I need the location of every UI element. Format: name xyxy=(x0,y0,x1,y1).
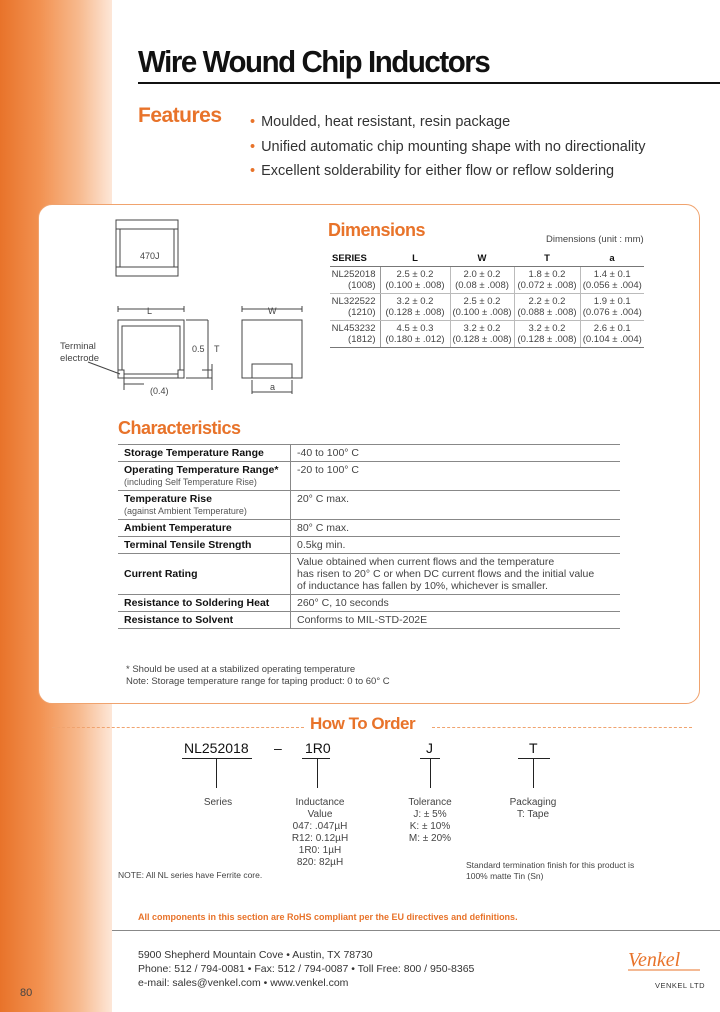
char-value: 260° C, 10 seconds xyxy=(291,595,621,612)
char-key: Terminal Tensile Strength xyxy=(118,537,291,554)
char-value: 80° C max. xyxy=(291,520,621,537)
dashed-rule-right xyxy=(432,727,692,728)
dashed-rule-left xyxy=(52,727,304,728)
packaging-underline xyxy=(518,758,550,759)
ferrite-note: NOTE: All NL series have Ferrite core. xyxy=(118,870,263,880)
dimensions-heading: Dimensions xyxy=(328,220,426,240)
T-cell: 3.2 ± 0.2 (0.128 ± .008) xyxy=(514,321,580,348)
characteristics-heading: Characteristics xyxy=(118,418,241,438)
W-cell: 3.2 ± 0.2 (0.128 ± .008) xyxy=(450,321,514,348)
table-row xyxy=(118,520,620,537)
top-view-chip xyxy=(116,220,178,276)
char-value: -40 to 100° C xyxy=(291,445,621,462)
dim-header: T xyxy=(514,250,580,267)
feature-item: • Moulded, heat resistant, resin package xyxy=(250,114,511,130)
W-cell: 2.5 ± 0.2 (0.100 ± .008) xyxy=(450,294,514,321)
footnote: * Should be used at a stabilized operating temperature xyxy=(126,664,356,675)
table-row xyxy=(118,462,620,491)
T-cell: 1.8 ± 0.2 (0.072 ± .008) xyxy=(514,267,580,294)
contact-block xyxy=(138,948,474,990)
dimension-drawing xyxy=(52,214,322,404)
how-to-order-heading: How To Order xyxy=(310,714,416,733)
electrode-label: electrode xyxy=(60,353,100,364)
series-underline xyxy=(182,758,252,759)
series-label: Series xyxy=(203,797,233,808)
a-cell: 1.9 ± 0.1 (0.076 ± .004) xyxy=(580,294,644,321)
table-row xyxy=(330,321,644,348)
char-key: Ambient Temperature xyxy=(118,520,291,537)
terminal-label: Terminal xyxy=(60,341,96,352)
packaging-code: T xyxy=(529,740,538,756)
series-code: NL252018 xyxy=(184,740,249,756)
end-view-chip xyxy=(242,306,302,394)
char-value: Conforms to MIL-STD-202E xyxy=(291,612,621,629)
char-key: Resistance to Solvent xyxy=(118,612,291,629)
dimensions-table xyxy=(330,250,644,348)
phone-line: Phone: 512 / 794-0081 • Fax: 512 / 794-0087 • Toll Free: 800 / 950-8365 xyxy=(138,963,475,975)
tolerance-label: Tolerance J: ± 5% K: ± 10% M: ± 20% xyxy=(408,797,452,844)
W-cell: 2.0 ± 0.2 (0.08 ± .008) xyxy=(450,267,514,294)
series-cell: NL453232 (1812) xyxy=(330,321,380,348)
feature-item: • Excellent solderability for either flow or reflow soldering xyxy=(250,163,615,179)
logo-text: Venkel xyxy=(628,949,681,971)
char-value: -20 to 100° C xyxy=(291,462,621,491)
features-list xyxy=(250,110,646,184)
table-row xyxy=(118,554,620,595)
inductance-leader xyxy=(317,758,318,788)
feature-item: • Unified automatic chip mounting shape with no directionality xyxy=(250,138,646,155)
inductance-underline xyxy=(302,758,330,759)
char-key: Storage Temperature Range xyxy=(118,445,291,462)
table-row xyxy=(118,537,620,554)
packaging-leader xyxy=(533,758,534,788)
dimensions-units: Dimensions (unit : mm) xyxy=(546,234,644,245)
footer-rule xyxy=(112,930,720,931)
dash-code: – xyxy=(274,740,282,756)
series-leader xyxy=(216,758,217,788)
L-cell: 2.5 ± 0.2 (0.100 ± .008) xyxy=(380,267,450,294)
dim-header: W xyxy=(450,250,514,267)
a-cell: 2.6 ± 0.1 (0.104 ± .004) xyxy=(580,321,644,348)
termination-note: Standard termination finish for this product is 100% matte Tin (Sn) xyxy=(466,860,635,881)
table-row xyxy=(118,491,620,520)
char-key: Temperature Rise (against Ambient Temperature) xyxy=(118,491,291,520)
table-row xyxy=(330,267,644,294)
chip-marking: 470J xyxy=(140,251,160,261)
footnote: Note: Storage temperature range for taping product: 0 to 60° C xyxy=(126,676,390,687)
title-rule xyxy=(138,82,720,84)
char-value: Value obtained when current flows and the temperature has risen to 20° C or when DC current flows and the initial value of inductance has fallen by 10%, whichever is smaller. xyxy=(291,554,621,595)
rohs-statement: All components in this section are RoHS compliant per the EU directives and definitions. xyxy=(138,912,518,922)
dim-header: SERIES xyxy=(330,250,380,267)
inductance-code: 1R0 xyxy=(305,740,331,756)
dimensions-header-row xyxy=(330,250,644,267)
venkel-logo xyxy=(626,936,706,980)
dim-label-04: (0.4) xyxy=(150,386,169,396)
L-cell: 3.2 ± 0.2 (0.128 ± .008) xyxy=(380,294,450,321)
characteristics-notes xyxy=(126,664,390,688)
table-row xyxy=(330,294,644,321)
dim-label-W: W xyxy=(268,306,277,316)
address-line: 5900 Shepherd Mountain Cove • Austin, TX 78730 xyxy=(138,949,373,961)
dim-header: L xyxy=(380,250,450,267)
series-cell: NL252018 (1008) xyxy=(330,267,380,294)
dim-label-L: L xyxy=(147,306,153,316)
email-line: e-mail: sales@venkel.com • www.venkel.com xyxy=(138,977,349,989)
page-number: 80 xyxy=(20,987,33,999)
packaging-label: Packaging T: Tape xyxy=(509,797,557,820)
characteristics-table xyxy=(118,444,620,629)
L-cell: 4.5 ± 0.3 (0.180 ± .012) xyxy=(380,321,450,348)
series-cell: NL322522 (1210) xyxy=(330,294,380,321)
a-cell: 1.4 ± 0.1 (0.056 ± .004) xyxy=(580,267,644,294)
page-title: Wire Wound Chip Inductors xyxy=(138,44,490,79)
dim-label-05: 0.5 xyxy=(192,344,205,354)
dim-header: a xyxy=(580,250,644,267)
char-key: Operating Temperature Range* (including Self Temperature Rise) xyxy=(118,462,291,491)
logo-subtitle: VENKEL LTD xyxy=(655,981,706,990)
table-row xyxy=(118,595,620,612)
table-row xyxy=(118,612,620,629)
char-value: 0.5kg min. xyxy=(291,537,621,554)
dim-label-T: T xyxy=(214,344,220,354)
char-key: Current Rating xyxy=(118,554,291,595)
T-cell: 2.2 ± 0.2 (0.088 ± .008) xyxy=(514,294,580,321)
features-heading: Features xyxy=(138,104,222,127)
dim-label-a: a xyxy=(270,382,276,392)
tolerance-code: J xyxy=(426,740,433,756)
tolerance-leader xyxy=(430,758,431,788)
char-value: 20° C max. xyxy=(291,491,621,520)
inductance-label: Inductance Value 047: .047µH R12: 0.12µH 1R0: 1µH 820: 82µH xyxy=(291,797,349,868)
char-key: Resistance to Soldering Heat xyxy=(118,595,291,612)
table-row xyxy=(118,445,620,462)
